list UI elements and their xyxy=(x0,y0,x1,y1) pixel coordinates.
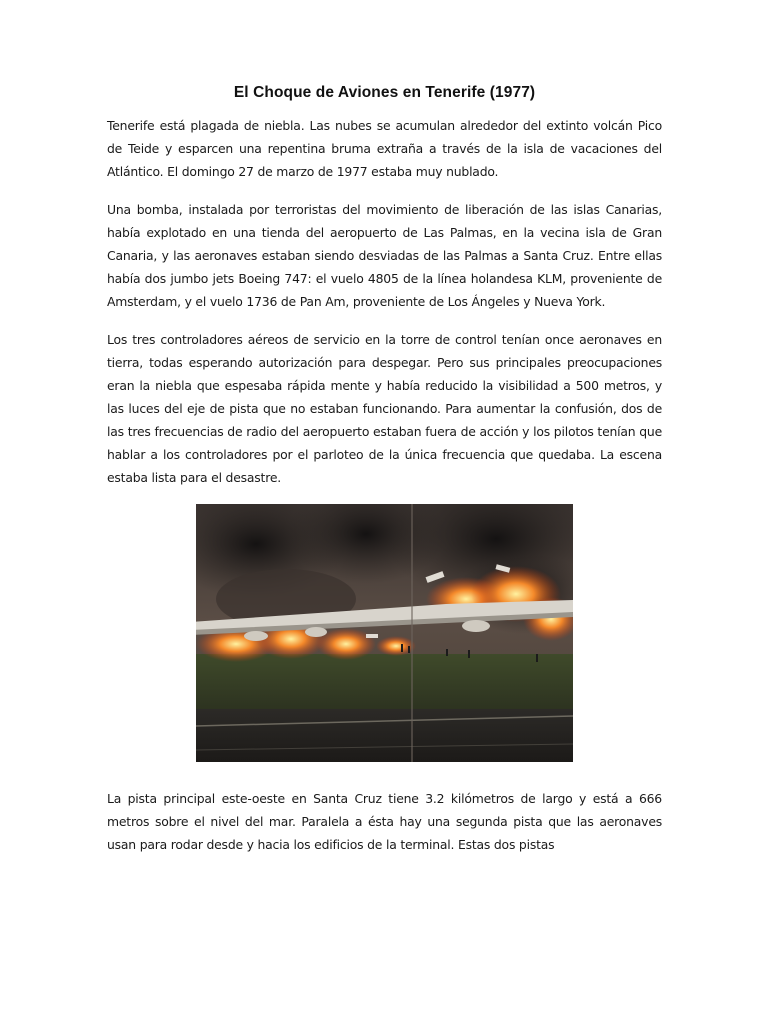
paragraph: Una bomba, instalada por terroristas del movimiento de liberación de las islas Canarias, había explotado en una tienda del aeropuerto de Las Palmas, en la vecina isla de Gran Canaria, y las aeronaves estaban siendo desviadas de las Palmas a Santa Cruz. Entre ellas había dos jumbo jets Boeing 747: el vuelo 4805 de la línea holandesa KLM, proveniente de Amsterdam, y el vuelo 1736 de Pan Am, proveniente de Los Ángeles y Nueva York. xyxy=(107,202,662,309)
paragraph: Los tres controladores aéreos de servicio en la torre de control tenían once aeronaves en tierra, todas esperando autorización para despegar. Pero sus principales preocupaciones eran la niebla que espesaba rápida mente y había reducido la visibilidad a 500 metros, y las luces del eje de pista que no estaban funcionando. Para aumentar la confusión, dos de las tres frecuencias de radio del aeropuerto estaban fuera de acción y los pilotos tenían que hablar a los controladores por el parloteo de la única frecuencia que quedaba. La escena estaba lista para el desastre. xyxy=(107,332,662,485)
paragraph: Tenerife está plagada de niebla. Las nubes se acumulan alrededor del extinto volcán Pico de Teide y esparcen una repentina bruma extraña a través de la isla de vacaciones del Atlántico. El domingo 27 de marzo de 1977 estaba muy nublado. xyxy=(107,118,662,179)
crash-photo xyxy=(196,504,573,762)
document-title: El Choque de Aviones en Tenerife (1977) xyxy=(233,84,536,101)
document-page xyxy=(107,84,662,871)
paragraph: La pista principal este-oeste en Santa Cruz tiene 3.2 kilómetros de largo y está a 666 metros sobre el nivel del mar. Paralela a ésta hay una segunda pista que las aeronaves usan para rodar desde y hacia los edificios de la terminal. Estas dos pistas xyxy=(107,791,662,852)
photo-container xyxy=(107,504,662,762)
